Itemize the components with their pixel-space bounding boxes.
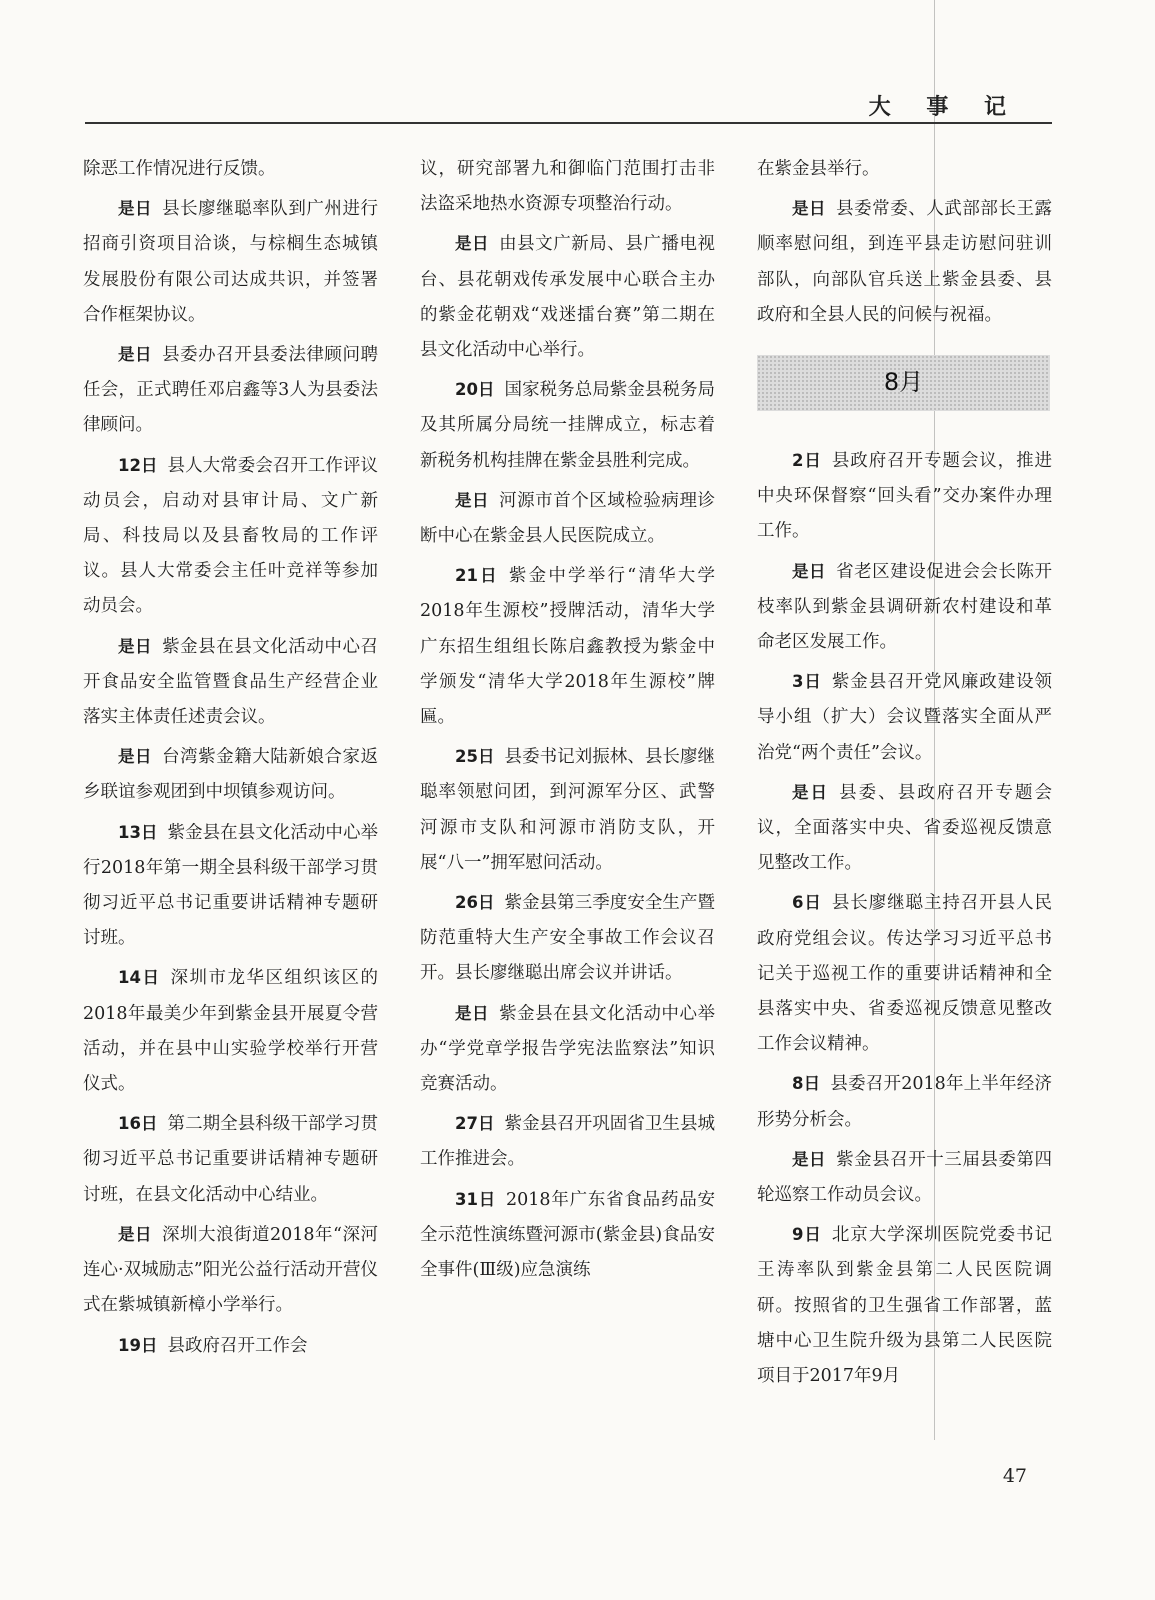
chronicle-entry [757,554,1052,661]
entry-text: 县政府召开专题会议，推进中央环保督察“回头看”交办案件办理工作。 [757,451,1053,542]
entry-date: 是日 [792,561,827,581]
chronicle-entry [83,629,378,736]
chronicle-entry [420,558,715,735]
entry-text: 紫金县召开十三届县委第四轮巡察工作动员会议。 [757,1149,1053,1206]
chronicle-entry [757,191,1052,333]
entry-text: 县长廖继聪主持召开县人民政府党组会议。传达学习习近平总书记关于巡视工作的重要讲话精神和全县落实中央、省委巡视反馈意见整改工作会议精神。 [757,893,1053,1055]
chronicle-entry [420,152,715,222]
entry-date: 是日 [118,747,153,767]
entry-date: 9日 [792,1225,822,1245]
entry-text: 除恶工作情况进行反馈。 [83,159,276,179]
entry-date: 16日 [118,1114,158,1134]
entry-date: 是日 [118,199,153,219]
entry-date: 3日 [792,672,822,692]
entry-text: 紫金县第三季度安全生产暨防范重特大生产安全事故工作会议召开。县长廖继聪出席会议并讲话。 [420,893,715,984]
entry-date: 是日 [792,782,830,802]
chronicle-entry [420,483,715,554]
entry-date: 是日 [118,636,153,656]
chronicle-entry [83,152,378,187]
entry-date: 26日 [455,893,495,913]
entry-text: 县委办召开县委法律顾问聘任会，正式聘任邓启鑫等3人为县委法律顾问。 [83,345,379,436]
entry-date: 21日 [455,566,499,586]
entry-text: 县长廖继聪率队到广州进行招商引资项目洽谈，与棕榈生态城镇发展股份有限公司达成共识，并签署合作框架协议。 [83,199,379,325]
entry-date: 6日 [792,893,822,913]
entry-date: 12日 [118,455,158,475]
entry-date: 是日 [118,1224,153,1244]
chronicle-entry [83,448,378,625]
entry-text: 议，研究部署九和御临门范围打击非法盗采地热水资源专项整治行动。 [420,159,715,215]
chronicle-entry [83,1217,378,1324]
entry-date: 是日 [455,234,490,254]
entry-text: 2018年广东省食品药品安全示范性演练暨河源市(紫金县)食品安全事件(Ⅲ级)应急演练 [420,1189,715,1281]
entry-text: 深圳大浪街道2018年“深河连心·双城励志”阳光公益行活动开营仪式在紫城镇新樟小学举行。 [83,1224,379,1316]
entry-date: 8日 [792,1074,821,1094]
chronicle-entry [420,372,715,479]
chronicle-entry [83,815,378,957]
chronicle-entry [420,739,715,881]
chronicle-entry [420,1106,715,1177]
chronicle-entry [83,337,378,444]
entry-text: 紫金县召开党风廉政建设领导小组（扩大）会议暨落实全面从严治党“两个责任”会议。 [757,672,1053,763]
entry-date: 19日 [118,1335,158,1355]
entry-text: 紫金县在县文化活动中心举办“学党章学报告学宪法监察法”知识竞赛活动。 [420,1003,716,1095]
entry-date: 25日 [455,747,495,767]
entry-text: 由县文广新局、县广播电视台、县花朝戏传承发展中心联合主办的紫金花朝戏“戏迷擂台赛”第二期在县文化活动中心举行。 [420,234,716,361]
entry-date: 31日 [455,1189,497,1209]
entry-date: 是日 [792,1149,827,1169]
chronicle-entry [83,1106,378,1213]
entry-text: 紫金县在县文化活动中心举行2018年第一期全县科级干部学习贯彻习近平总书记重要讲话精神专题研讨班。 [83,822,378,949]
column-3-top-entries [757,152,1052,333]
chronicle-entry [757,1217,1052,1394]
entry-text: 县委召开2018年上半年经济形势分析会。 [757,1074,1052,1130]
entry-date: 13日 [118,822,158,842]
entry-text: 紫金县召开巩固省卫生县城工作推进会。 [420,1114,715,1170]
entry-text: 第二期全县科级干部学习贯彻习近平总书记重要讲话精神专题研讨班，在县文化活动中心结业。 [83,1114,378,1205]
entry-text: 河源市首个区域检验病理诊断中心在紫金县人民医院成立。 [420,490,716,547]
entry-text: 县委书记刘振林、县长廖继聪率领慰问团，到河源军分区、武警河源市支队和河源市消防支队，开展“八一”拥军慰问活动。 [420,747,715,873]
entry-text: 省老区建设促进会会长陈开枝率队到紫金县调研新农村建设和革命老区发展工作。 [757,561,1053,653]
chronicle-entry [757,775,1052,882]
entry-date: 是日 [118,345,153,365]
entry-text: 县委、县政府召开专题会议，全面落实中央、省委巡视反馈意见整改工作。 [757,782,1053,874]
entry-text: 县委常委、人武部部长王露顺率慰问组，到连平县走访慰问驻训部队，向部队官兵送上紫金县委、县政府和全县人民的问候与祝福。 [757,199,1053,325]
chronicle-entry [757,885,1052,1062]
entry-date: 2日 [792,451,822,471]
chronicle-entry [420,226,715,368]
chronicle-entry [757,152,1052,187]
entry-text: 北京大学深圳医院党委书记王涛率队到紫金县第二人民医院调研。按照省的卫生强省工作部署，蓝塘中心卫生院升级为县第二人民医院项目于2017年9月 [757,1225,1053,1387]
entry-text: 国家税务总局紫金县税务局及其所属分局统一挂牌成立，标志着新税务机构挂牌在紫金县胜利完成。 [420,380,715,471]
running-header-title: 大 事 记 [868,95,1020,120]
chronicle-entry [420,885,715,992]
entry-date: 20日 [455,380,495,400]
entry-text: 县人大常委会召开工作评议动员会，启动对县审计局、文广新局、科技局以及县畜牧局的工作评议。县人大常委会主任叶竞祥等参加动员会。 [83,455,378,617]
month-heading: 8月 [883,368,924,397]
month-heading-box [757,355,1050,411]
chronicle-entry [757,443,1052,550]
chronicle-entry [83,1328,378,1364]
chronicle-entry [757,1142,1052,1213]
entry-date: 是日 [455,1003,490,1023]
column-1 [83,152,378,1368]
entry-date: 是日 [455,490,490,510]
entry-date: 是日 [792,199,827,219]
entry-date: 27日 [455,1114,495,1134]
chronicle-entry [420,1182,715,1289]
entry-text: 深圳市龙华区组织该区的2018年最美少年到紫金县开展夏令营活动，并在县中山实验学校举行开营仪式。 [83,968,378,1095]
header-rule [85,122,1052,124]
page-number: 47 [1002,1465,1027,1487]
entry-text: 县政府召开工作会 [167,1335,308,1356]
chronicle-entry [420,996,715,1103]
chronicle-entry [83,960,378,1102]
chronicle-entry [757,664,1052,771]
chronicle-entry [757,1066,1052,1137]
entry-text: 在紫金县举行。 [757,159,880,179]
entry-text: 台湾紫金籍大陆新娘合家返乡联谊参观团到中坝镇参观访问。 [83,747,379,803]
column-2 [420,152,715,1292]
chronicle-entry [83,739,378,810]
column-3 [757,152,1052,1398]
column-3-august-entries [757,443,1052,1394]
chronicle-entry [83,191,378,333]
entry-text: 紫金县在县文化活动中心召开食品安全监管暨食品生产经营企业落实主体责任述责会议。 [83,636,379,728]
entry-text: 紫金中学举行“清华大学2018年生源校”授牌活动，清华大学广东招生组组长陈启鑫教授为紫金中学颁发“清华大学2018年生源校”牌匾。 [420,566,716,728]
entry-date: 14日 [118,968,161,988]
